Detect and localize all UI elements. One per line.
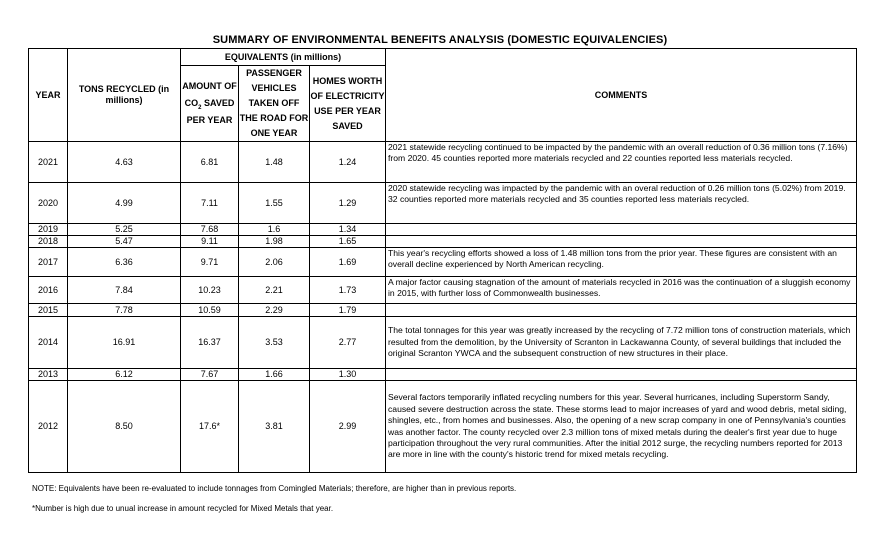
cell-co2: 9.11 (181, 236, 239, 248)
header-homes-electricity: HOMES WORTH OF ELECTRICITY USE PER YEAR SAVED (310, 66, 386, 142)
cell-co2: 7.68 (181, 224, 239, 236)
cell-co2: 7.11 (181, 183, 239, 224)
cell-tons: 16.91 (68, 317, 181, 369)
cell-comment: The total tonnages for this year was greatly increased by the recycling of 7.72 million tons of construction materials, which resulted from the demolition, by the University of Scranton in Lackawanna County, of several buildings that included the original Scranton YWCA and the subsequent construction of new structures in their place. (386, 317, 857, 369)
cell-comment (386, 369, 857, 381)
header-co2-subscript: 2 (198, 104, 202, 111)
cell-vehicles: 2.21 (239, 277, 310, 304)
footnote-asterisk: *Number is high due to unual increase in amount recycled for Mixed Metals that year. (32, 504, 334, 513)
table-row (29, 369, 857, 381)
table-row (29, 183, 857, 224)
cell-year: 2020 (29, 183, 68, 224)
table-row (29, 277, 857, 304)
cell-co2: 9.71 (181, 248, 239, 277)
cell-year: 2016 (29, 277, 68, 304)
cell-comment (386, 224, 857, 236)
header-passenger-vehicles: PASSENGER VEHICLES TAKEN OFF THE ROAD FOR ONE YEAR (239, 66, 310, 142)
cell-year: 2021 (29, 142, 68, 183)
cell-year: 2014 (29, 317, 68, 369)
cell-vehicles: 3.53 (239, 317, 310, 369)
cell-vehicles: 2.06 (239, 248, 310, 277)
cell-comment: 2020 statewide recycling was impacted by the pandemic with an overal reduction of 0.26 million tons (5.02%) from 2019. 32 counties reported more materials recycled and 35 counties reported less materials recycled. (386, 183, 857, 224)
cell-tons: 8.50 (68, 381, 181, 473)
cell-year: 2015 (29, 304, 68, 317)
cell-tons: 4.63 (68, 142, 181, 183)
cell-tons: 5.25 (68, 224, 181, 236)
cell-tons: 5.47 (68, 236, 181, 248)
table-row (29, 142, 857, 183)
header-equivalents: EQUIVALENTS (in millions) (181, 49, 386, 66)
cell-homes: 1.24 (310, 142, 386, 183)
cell-homes: 1.65 (310, 236, 386, 248)
cell-year: 2012 (29, 381, 68, 473)
cell-co2: 7.67 (181, 369, 239, 381)
cell-vehicles: 1.6 (239, 224, 310, 236)
cell-tons: 6.12 (68, 369, 181, 381)
header-tons-recycled: TONS RECYCLED (in millions) (68, 49, 181, 142)
cell-year: 2018 (29, 236, 68, 248)
cell-co2: 16.37 (181, 317, 239, 369)
cell-homes: 1.69 (310, 248, 386, 277)
cell-vehicles: 1.98 (239, 236, 310, 248)
footnote-equivalents: NOTE: Equivalents have been re-evaluated to include tonnages from Comingled Materials; therefore, are higher than in previous reports. (32, 484, 517, 493)
table-row (29, 304, 857, 317)
cell-homes: 1.29 (310, 183, 386, 224)
cell-co2: 10.59 (181, 304, 239, 317)
cell-tons: 6.36 (68, 248, 181, 277)
cell-vehicles: 1.66 (239, 369, 310, 381)
cell-homes: 1.30 (310, 369, 386, 381)
cell-co2: 17.6* (181, 381, 239, 473)
cell-co2: 10.23 (181, 277, 239, 304)
cell-homes: 1.34 (310, 224, 386, 236)
cell-comment: 2021 statewide recycling continued to be impacted by the pandemic with an overall reduction of 0.36 million tons (7.16%) from 2020. 45 counties reported more materials recycled and 22 counties reported less materials recycled. (386, 142, 857, 183)
table-row (29, 317, 857, 369)
header-co2-saved (181, 66, 239, 142)
cell-co2: 6.81 (181, 142, 239, 183)
benefits-table (28, 48, 857, 473)
cell-vehicles: 1.55 (239, 183, 310, 224)
cell-homes: 1.79 (310, 304, 386, 317)
cell-comment (386, 236, 857, 248)
table-row (29, 224, 857, 236)
header-co2-suffix: SAVED PER YEAR (186, 98, 235, 125)
cell-year: 2017 (29, 248, 68, 277)
cell-year: 2013 (29, 369, 68, 381)
cell-comment (386, 304, 857, 317)
cell-vehicles: 3.81 (239, 381, 310, 473)
table-row (29, 248, 857, 277)
cell-tons: 4.99 (68, 183, 181, 224)
cell-year: 2019 (29, 224, 68, 236)
report-title: SUMMARY OF ENVIRONMENTAL BENEFITS ANALYSIS (DOMESTIC EQUIVALENCIES) (212, 34, 668, 46)
header-year: YEAR (29, 49, 68, 142)
cell-tons: 7.84 (68, 277, 181, 304)
header-co2-prefix: AMOUNT OF CO (182, 81, 237, 108)
cell-tons: 7.78 (68, 304, 181, 317)
cell-comment: A major factor causing stagnation of the amount of materials recycled in 2016 was the continuation of a sluggish economy in 2015, with further loss of Commonwealth businesses. (386, 277, 857, 304)
cell-vehicles: 2.29 (239, 304, 310, 317)
cell-comment: Several factors temporarily inflated recycling numbers for this year. Several hurricanes, including Superstorm Sandy, caused severe destruction across the state. These storms lead to major increases of yard and wood debris, metal siding, shingles, etc., from homes and businesses. Also, the opening of a new scrap company in one of Pennsylvania's counties was another factor. The county recycled over 2.3 million tons of mixed metals during the dealer's first year due to huge participation throughout the very rural communities. After the initial 2012 surge, the recycling numbers reported for 2013 are more in line with the county's historic trend for mixed metals recycling. (386, 381, 857, 473)
header-comments: COMMENTS (386, 49, 857, 142)
cell-homes: 2.77 (310, 317, 386, 369)
cell-comment: This year's recycling efforts showed a loss of 1.48 million tons from the prior year. These figures are consistent with an overall decline experienced by North American recycling. (386, 248, 857, 277)
cell-homes: 2.99 (310, 381, 386, 473)
table-row (29, 381, 857, 473)
cell-vehicles: 1.48 (239, 142, 310, 183)
table-row (29, 236, 857, 248)
cell-homes: 1.73 (310, 277, 386, 304)
